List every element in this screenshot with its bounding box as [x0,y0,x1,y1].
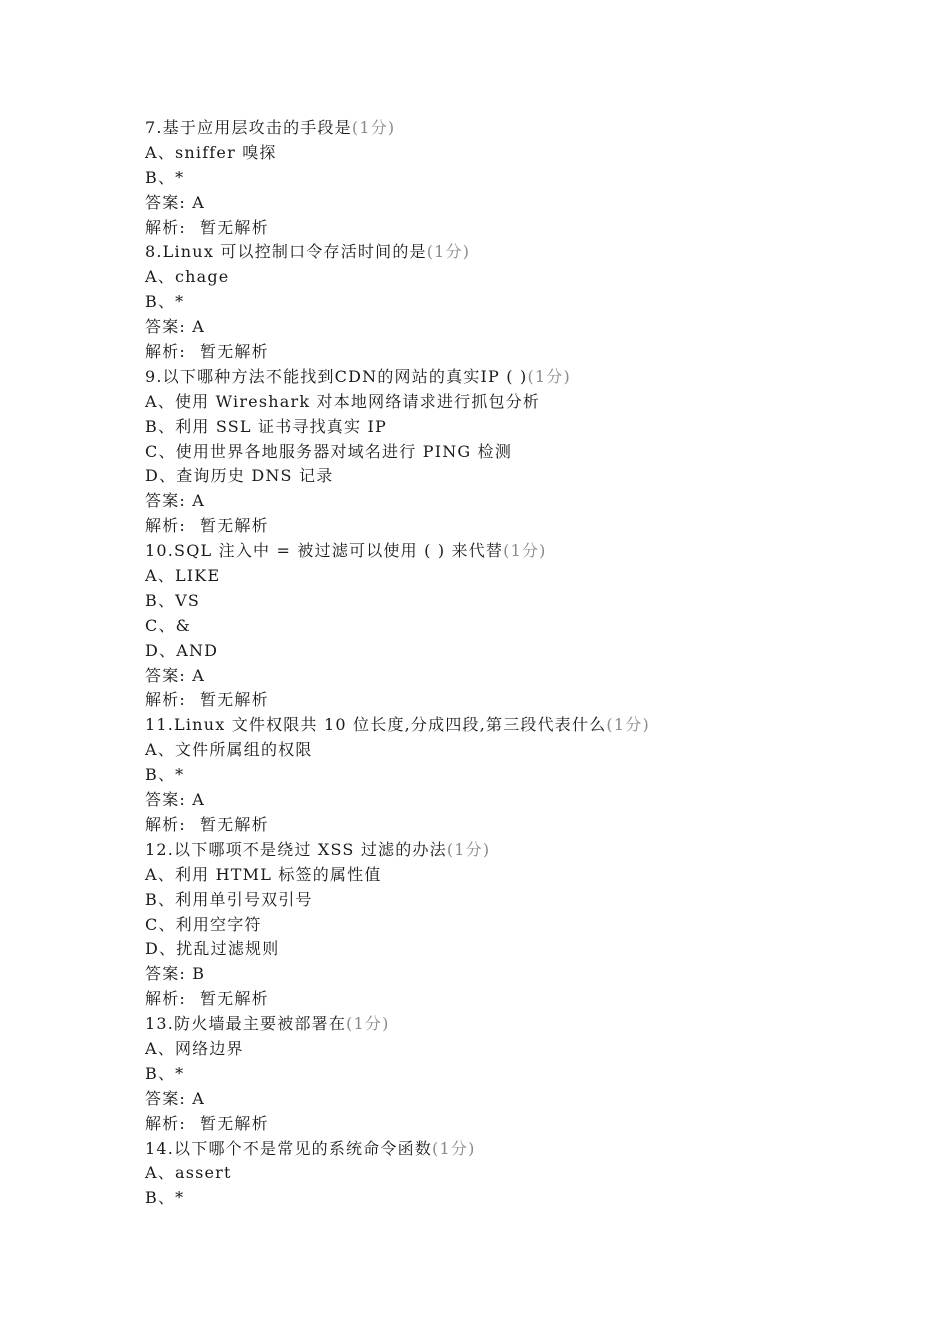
option-line: B、* [145,1063,185,1083]
question-line [145,116,905,141]
option-line: A、网络边界 [145,1038,244,1058]
analysis-line [145,987,905,1012]
question-line [145,1012,905,1037]
question-text: 8.Linux 可以控制口令存活时间的是 [145,242,427,262]
exam-document [145,116,905,1211]
answer-line: 答案: A [145,790,206,810]
analysis-text: 暂无解析 [200,989,269,1009]
analysis-text: 暂无解析 [200,1113,269,1133]
option-line: D、扰乱过滤规则 [145,939,280,959]
option-line: A、sniffer 嗅探 [145,142,277,162]
question-score: (1分) [503,541,547,561]
question-block [145,365,905,539]
option-line: B、* [145,765,185,785]
analysis-line [145,340,905,365]
question-line [145,240,905,265]
analysis-label: 解析: [145,217,186,237]
option-line: C、利用空字符 [145,914,262,934]
question-line [145,1137,905,1162]
option-line: A、LIKE [145,566,221,586]
question-score: (1分) [446,839,491,859]
question-score: (1分) [432,1138,476,1158]
analysis-label: 解析: [145,989,186,1009]
question-line [145,365,905,390]
question-text: 7.基于应用层攻击的手段是 [145,118,352,137]
answer-line: 答案: A [145,1088,206,1108]
analysis-line [145,216,905,241]
answer-line: 答案: A [145,491,206,511]
option-line: A、chage [145,267,230,287]
question-line [145,539,905,564]
analysis-text: 暂无解析 [200,217,269,237]
option-line: D、AND [145,640,219,660]
analysis-text: 暂无解析 [200,342,269,362]
analysis-label: 解析: [145,342,186,362]
question-block [145,240,905,364]
question-block [145,1137,905,1212]
question-text: 13.防火墙最主要被部署在 [145,1014,347,1034]
option-line: D、查询历史 DNS 记录 [145,466,334,486]
option-line: C、使用世界各地服务器对域名进行 PING 检测 [145,441,513,461]
analysis-line [145,514,905,539]
option-line: C、& [145,615,192,635]
answer-line: 答案: A [145,192,206,212]
question-text: 14.以下哪个不是常见的系统命令函数 [145,1138,433,1158]
answer-line: 答案: B [145,964,206,984]
analysis-line [145,813,905,838]
option-line: A、利用 HTML 标签的属性值 [145,864,382,884]
question-text: 9.以下哪种方法不能找到CDN的网站的真实IP ( ) [145,366,528,386]
analysis-label: 解析: [145,690,186,710]
analysis-text: 暂无解析 [200,516,269,536]
question-score: (1分) [606,715,650,735]
analysis-label: 解析: [145,1113,186,1133]
analysis-label: 解析: [145,814,186,834]
option-line: A、assert [145,1163,232,1183]
question-block [145,713,905,837]
question-block [145,1012,905,1136]
answer-line: 答案: A [145,665,206,685]
question-block [145,539,905,713]
question-score: (1分) [527,366,571,386]
question-text: 11.Linux 文件权限共 10 位长度,分成四段,第三段代表什么 [145,715,607,735]
question-line [145,713,905,738]
question-text: 12.以下哪项不是绕过 XSS 过滤的办法 [145,839,447,859]
option-line: B、* [145,292,185,312]
analysis-line [145,688,905,713]
question-block [145,116,905,240]
option-line: B、* [145,1188,185,1208]
question-block [145,838,905,1012]
analysis-text: 暂无解析 [200,814,269,834]
option-line: B、* [145,167,185,187]
answer-line: 答案: A [145,317,206,337]
option-line: B、利用单引号双引号 [145,889,313,909]
option-line: A、文件所属组的权限 [145,740,313,760]
option-line: A、使用 Wireshark 对本地网络请求进行抓包分析 [145,391,541,411]
analysis-label: 解析: [145,516,186,536]
question-score: (1分) [351,118,396,137]
option-line: B、VS [145,590,201,610]
question-score: (1分) [346,1014,390,1034]
analysis-line [145,1112,905,1137]
question-line [145,838,905,863]
analysis-text: 暂无解析 [200,690,269,710]
question-score: (1分) [426,242,471,262]
option-line: B、利用 SSL 证书寻找真实 IP [145,416,387,436]
question-text: 10.SQL 注入中 = 被过滤可以使用 ( ) 来代替 [145,541,504,561]
